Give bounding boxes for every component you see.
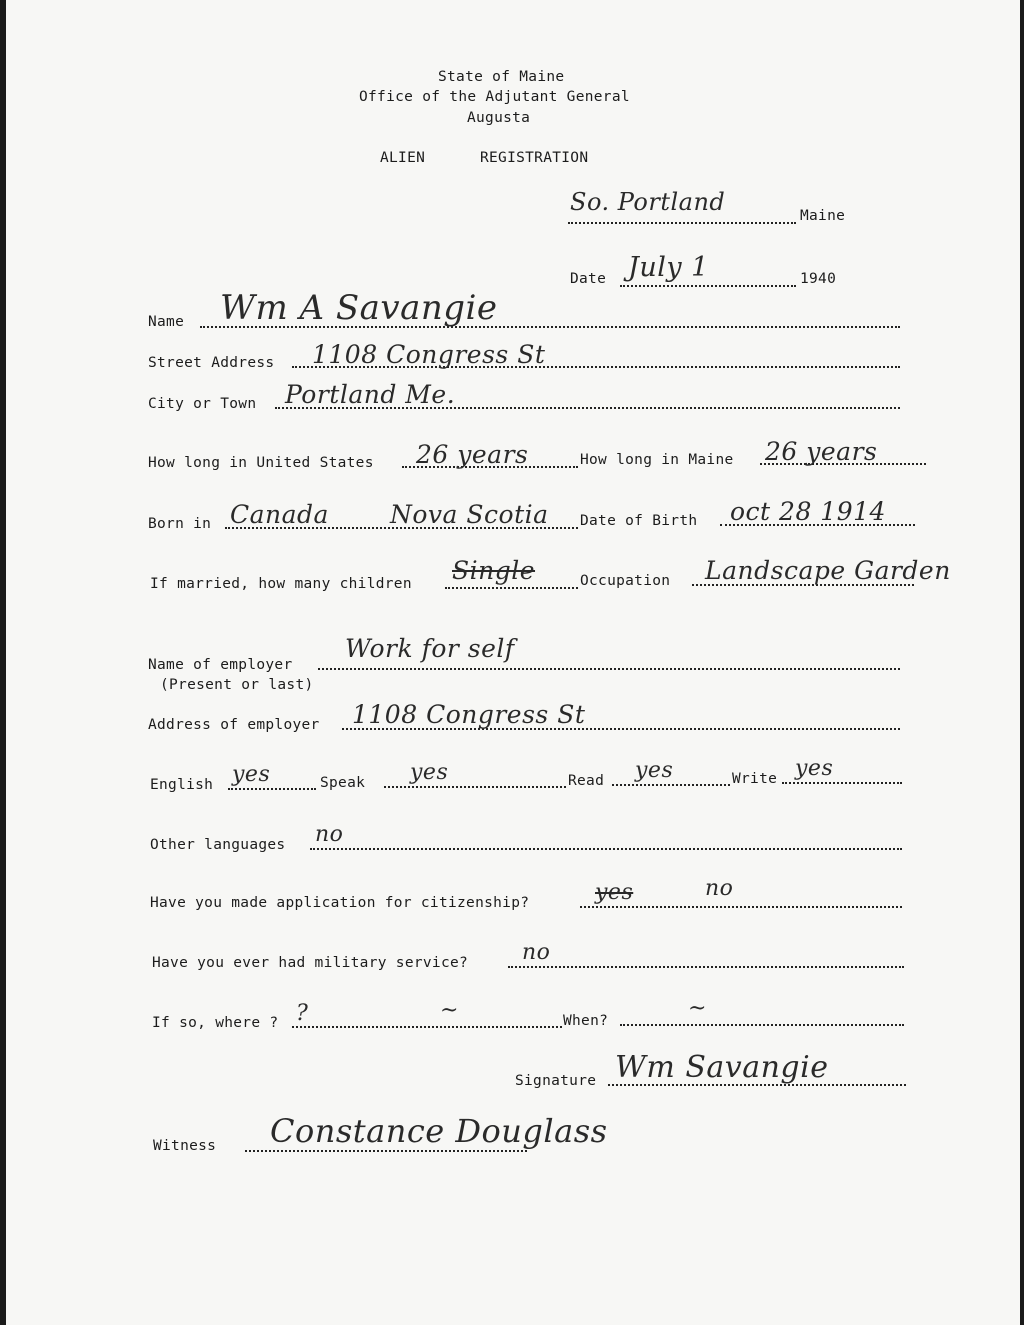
when-label: When? <box>563 1013 609 1029</box>
other-languages-value: no <box>315 822 344 847</box>
citizenship-label: Have you made application for citizenship? <box>150 895 530 911</box>
born-province-value: Nova Scotia <box>390 500 549 529</box>
scan-edge-left <box>0 0 6 1325</box>
place-value: So. Portland <box>570 188 726 216</box>
witness-value: Constance Douglass <box>270 1112 608 1150</box>
other-languages-dots <box>310 848 902 850</box>
date-label: Date <box>570 271 607 287</box>
employer-value: Work for self <box>345 634 515 663</box>
military-dots <box>508 966 904 968</box>
english-label: English <box>150 777 214 793</box>
citizenship-struck-value: yes <box>595 880 634 905</box>
speak-value: yes <box>410 760 449 785</box>
write-dots <box>782 782 902 784</box>
where-dots <box>292 1026 562 1028</box>
military-value: no <box>522 940 551 965</box>
name-label: Name <box>148 314 185 330</box>
military-label: Have you ever had military service? <box>152 955 469 971</box>
header-city: Augusta <box>467 110 531 126</box>
signature-value: Wm Savangie <box>615 1050 829 1085</box>
children-value: Single <box>452 556 536 585</box>
date-of-birth-value: oct 28 1914 <box>730 497 886 526</box>
employer-dots <box>318 668 900 670</box>
english-dots <box>228 788 316 790</box>
if-married-label: If married, how many children <box>150 576 412 592</box>
where-mark: ~ <box>440 998 459 1023</box>
read-label: Read <box>568 773 605 789</box>
header-state: State of Maine <box>438 69 565 85</box>
born-in-label: Born in <box>148 516 212 532</box>
maine-label: Maine <box>800 208 846 224</box>
employer-address-value: 1108 Congress St <box>352 700 586 729</box>
date-year: 1940 <box>800 271 837 287</box>
title-registration: REGISTRATION <box>480 150 589 166</box>
street-address-label: Street Address <box>148 355 275 371</box>
other-languages-label: Other languages <box>150 837 286 853</box>
date-dots <box>620 285 796 287</box>
street-address-value: 1108 Congress St <box>312 340 546 369</box>
signature-label: Signature <box>515 1073 597 1089</box>
read-value: yes <box>635 758 674 783</box>
place-dots <box>568 222 796 224</box>
write-label: Write <box>732 771 778 787</box>
title-alien: ALIEN <box>380 150 426 166</box>
scan-edge-right <box>1020 0 1024 1325</box>
where-value: ? <box>296 1001 309 1026</box>
when-mark: ~ <box>688 996 707 1021</box>
witness-dots <box>245 1150 527 1152</box>
children-dots <box>445 587 578 589</box>
city-label: City or Town <box>148 396 257 412</box>
date-of-birth-label: Date of Birth <box>580 513 698 529</box>
how-long-maine-label: How long in Maine <box>580 452 734 468</box>
born-country-value: Canada <box>230 500 329 529</box>
how-long-us-label: How long in United States <box>148 455 374 471</box>
speak-dots <box>384 786 566 788</box>
occupation-label: Occupation <box>580 573 671 589</box>
speak-label: Speak <box>320 775 366 791</box>
english-value: yes <box>232 762 271 787</box>
citizenship-value: no <box>705 876 734 901</box>
employer-label: Name of employer <box>148 657 293 673</box>
how-long-us-value: 26 years <box>416 440 529 469</box>
name-value: Wm A Savangie <box>220 288 498 328</box>
write-value: yes <box>795 756 834 781</box>
where-label: If so, where ? <box>152 1015 279 1031</box>
employer-address-label: Address of employer <box>148 717 320 733</box>
occupation-value: Landscape Garden <box>705 556 951 585</box>
city-value: Portland Me. <box>285 380 456 409</box>
date-value: July 1 <box>628 252 709 283</box>
how-long-maine-value: 26 years <box>765 437 878 466</box>
present-or-last-label: (Present or last) <box>160 677 314 693</box>
header-office: Office of the Adjutant General <box>359 89 630 105</box>
read-dots <box>612 784 730 786</box>
witness-label: Witness <box>153 1138 217 1154</box>
when-dots <box>620 1024 904 1026</box>
citizenship-dots <box>580 906 902 908</box>
